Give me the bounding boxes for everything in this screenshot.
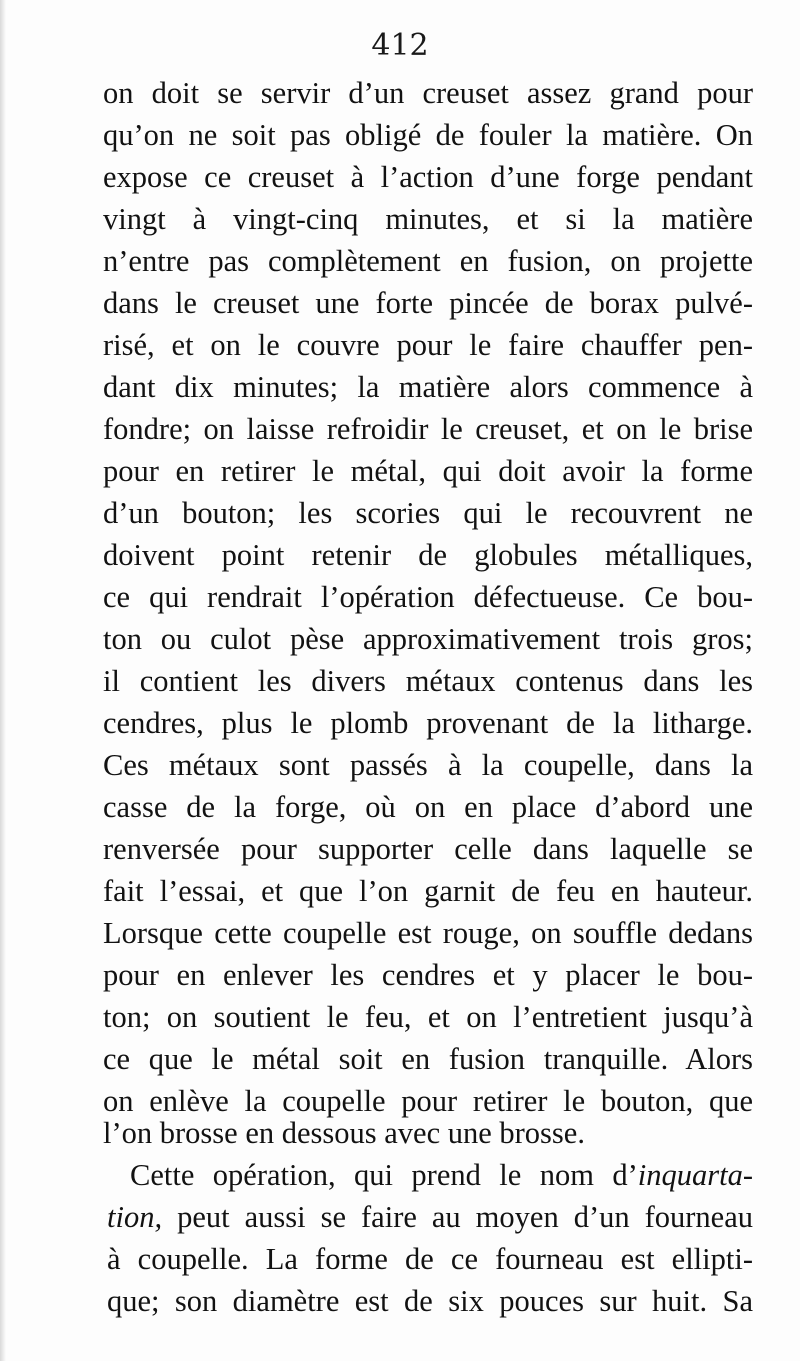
- text-line: renversée pour supporter celle dans laquelle se: [103, 832, 753, 866]
- text-line: Lorsque cette coupelle est rouge, on souffle dedans: [103, 916, 753, 950]
- text-line: ce que le métal soit en fusion tranquille. Alors: [103, 1042, 753, 1076]
- text-line: fait l’essai, et que l’on garnit de feu en hauteur.: [103, 874, 753, 908]
- text-line: d’un bouton; les scories qui le recouvrent ne: [103, 496, 753, 530]
- text-line: que; son diamètre est de six pouces sur huit. Sa: [107, 1284, 753, 1318]
- text-line: casse de la forge, où on en place d’abord une: [103, 790, 753, 824]
- text-line: ce qui rendrait l’opération défectueuse. Ce bou-: [103, 580, 753, 614]
- text-line: cendres, plus le plomb provenant de la litharge.: [103, 706, 753, 740]
- page-number: 412: [371, 28, 429, 63]
- text-line: à coupelle. La forme de ce fourneau est ellipti-: [107, 1242, 753, 1276]
- text-line: pour en enlever les cendres et y placer le bou-: [103, 958, 753, 992]
- text-line: Ces métaux sont passés à la coupelle, dans la: [103, 748, 753, 782]
- text-line: qu’on ne soit pas obligé de fouler la matière. On: [103, 118, 753, 152]
- italic-term: inquarta-: [637, 1158, 753, 1192]
- text-line: fondre; on laisse refroidir le creuset, et on le brise: [103, 412, 753, 446]
- text-line: [107, 1196, 753, 1238]
- text-line: n’entre pas complètement en fusion, on projette: [103, 244, 753, 278]
- text-line: on doit se servir d’un creuset assez grand pour: [103, 76, 753, 110]
- text-line: [130, 1154, 753, 1196]
- italic-term: tion,: [107, 1200, 163, 1234]
- text-line: dant dix minutes; la matière alors commence à: [103, 370, 753, 404]
- text-line: l’on brosse en dessous avec une brosse.: [103, 1116, 585, 1150]
- text-line: on enlève la coupelle pour retirer le bouton, que: [103, 1084, 753, 1118]
- text-line: il contient les divers métaux contenus dans les: [103, 664, 753, 698]
- page-left-edge: [0, 0, 6, 1361]
- text-line: pour en retirer le métal, qui doit avoir la forme: [103, 454, 753, 488]
- text-line: expose ce creuset à l’action d’une forge pendant: [103, 160, 753, 194]
- text-span: peut aussi se faire au moyen d’un fourneau: [162, 1200, 753, 1234]
- text-span: Cette opération, qui prend le nom d’: [130, 1158, 638, 1192]
- text-line: vingt à vingt-cinq minutes, et si la matière: [103, 202, 753, 236]
- text-line: risé, et on le couvre pour le faire chauffer pen-: [103, 328, 753, 362]
- text-line: ton; on soutient le feu, et on l’entretient jusqu’à: [103, 1000, 753, 1034]
- text-line: doivent point retenir de globules métalliques,: [103, 538, 753, 572]
- text-line: ton ou culot pèse approximativement trois gros;: [103, 622, 753, 656]
- text-line: dans le creuset une forte pincée de borax pulvé-: [103, 286, 753, 320]
